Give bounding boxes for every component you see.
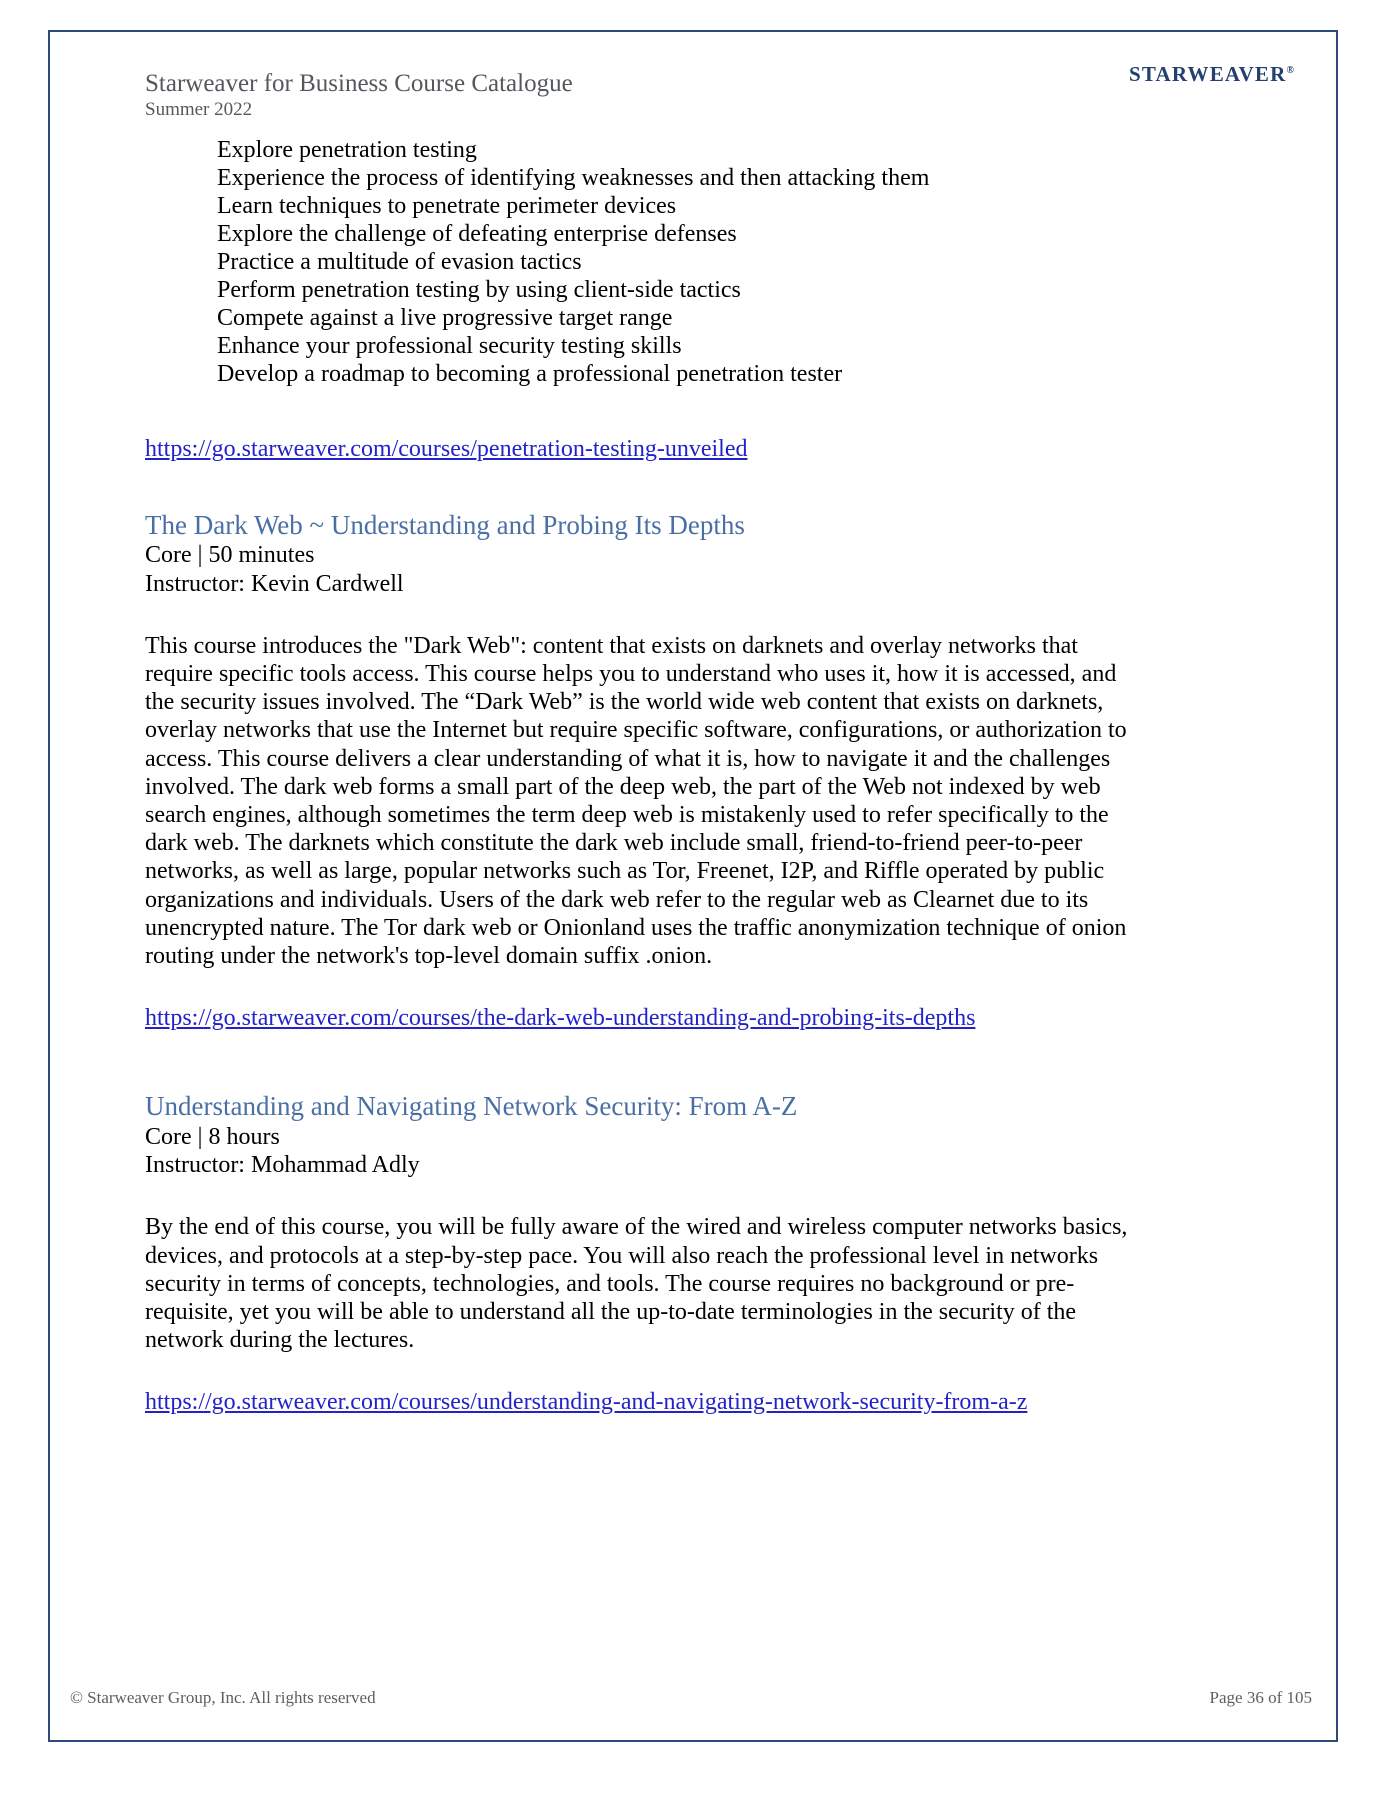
- course-instructor-network-security: Instructor: Mohammad Adly: [145, 1152, 420, 1179]
- registered-trademark-icon: ®: [1286, 65, 1294, 76]
- catalogue-title: Starweaver for Business Course Catalogue: [145, 70, 573, 97]
- page-footer: [50, 1688, 1336, 1714]
- list-item: Learn techniques to penetrate perimeter devices: [217, 192, 677, 219]
- course-instructor-dark-web: Instructor: Kevin Cardwell: [145, 570, 404, 597]
- course-description-dark-web: This course introduces the "Dark Web": content that exists on darknets and overlay networks that require specific tools access. This course helps you to understand who uses it, how it is accessed, and the security issues involved. The “Dark Web” is the world wide web content that exists on darknets, overlay networks that use the Internet but require specific software, configurations, or authorization to access. This course delivers a clear understanding of what it is, how to navigate it and the challenges involved. The dark web forms a small part of the deep web, the part of the Web not indexed by web search engines, although sometimes the term deep web is mistakenly used to refer specifically to the dark web. The darknets which constitute the dark web include small, friend-to-friend peer-to-peer networks, as well as large, popular networks such as Tor, Freenet, I2P, and Riffle operated by public organizations and individuals. Users of the dark web refer to the regular web as Clearnet due to its unencrypted nature. The Tor dark web or Onionland uses the traffic anonymization technique of onion routing under the network's top-level domain suffix .onion.: [145, 632, 1127, 969]
- course-meta-network-security: Core | 8 hours: [145, 1123, 280, 1150]
- list-item: Practice a multitude of evasion tactics: [217, 248, 582, 275]
- header-title-block: [145, 70, 573, 122]
- list-item: Develop a roadmap to becoming a professional penetration tester: [217, 360, 843, 387]
- course-meta-dark-web: Core | 50 minutes: [145, 542, 315, 569]
- logo-text: STARWEAVER: [1128, 62, 1287, 86]
- list-item: Explore the challenge of defeating enterprise defenses: [217, 220, 737, 247]
- list-item: Compete against a live progressive target range: [217, 304, 673, 331]
- page-header: [50, 32, 1336, 120]
- list-item: Enhance your professional security testing skills: [217, 332, 682, 359]
- list-item: Perform penetration testing by using client-side tactics: [217, 276, 741, 303]
- course-title-network-security: Understanding and Navigating Network Security: From A-Z: [145, 1091, 798, 1122]
- course-objectives-list: [217, 137, 1145, 389]
- course-description-network-security: By the end of this course, you will be fully aware of the wired and wireless computer networks basics, devices, and protocols at a step-by-step pace. You will also reach the professional level in networks security in terms of concepts, technologies, and tools. The course requires no background or pre-requisite, yet you will be able to understand all the up-to-date terminologies in the security of the network during the lectures.: [145, 1214, 1128, 1354]
- footer-copyright: © Starweaver Group, Inc. All rights reserved: [70, 1688, 376, 1707]
- course-link-penetration-testing[interactable]: https://go.starweaver.com/courses/penetration-testing-unveiled: [145, 435, 748, 462]
- document-page: [48, 30, 1338, 1742]
- list-item: Experience the process of identifying weaknesses and then attacking them: [217, 164, 930, 191]
- list-item: Explore penetration testing: [217, 137, 477, 163]
- footer-page-number: Page 36 of 105: [1209, 1688, 1312, 1707]
- catalogue-season: Summer 2022: [145, 99, 253, 120]
- course-link-dark-web[interactable]: https://go.starweaver.com/courses/the-dark-web-understanding-and-probing-its-depths: [145, 1005, 976, 1032]
- course-link-network-security[interactable]: https://go.starweaver.com/courses/understanding-and-navigating-network-security-from-a-z: [145, 1389, 1028, 1416]
- starweaver-logo: [1129, 62, 1294, 87]
- course-title-dark-web: The Dark Web ~ Understanding and Probing Its Depths: [145, 509, 745, 540]
- page-content: [145, 137, 1145, 1417]
